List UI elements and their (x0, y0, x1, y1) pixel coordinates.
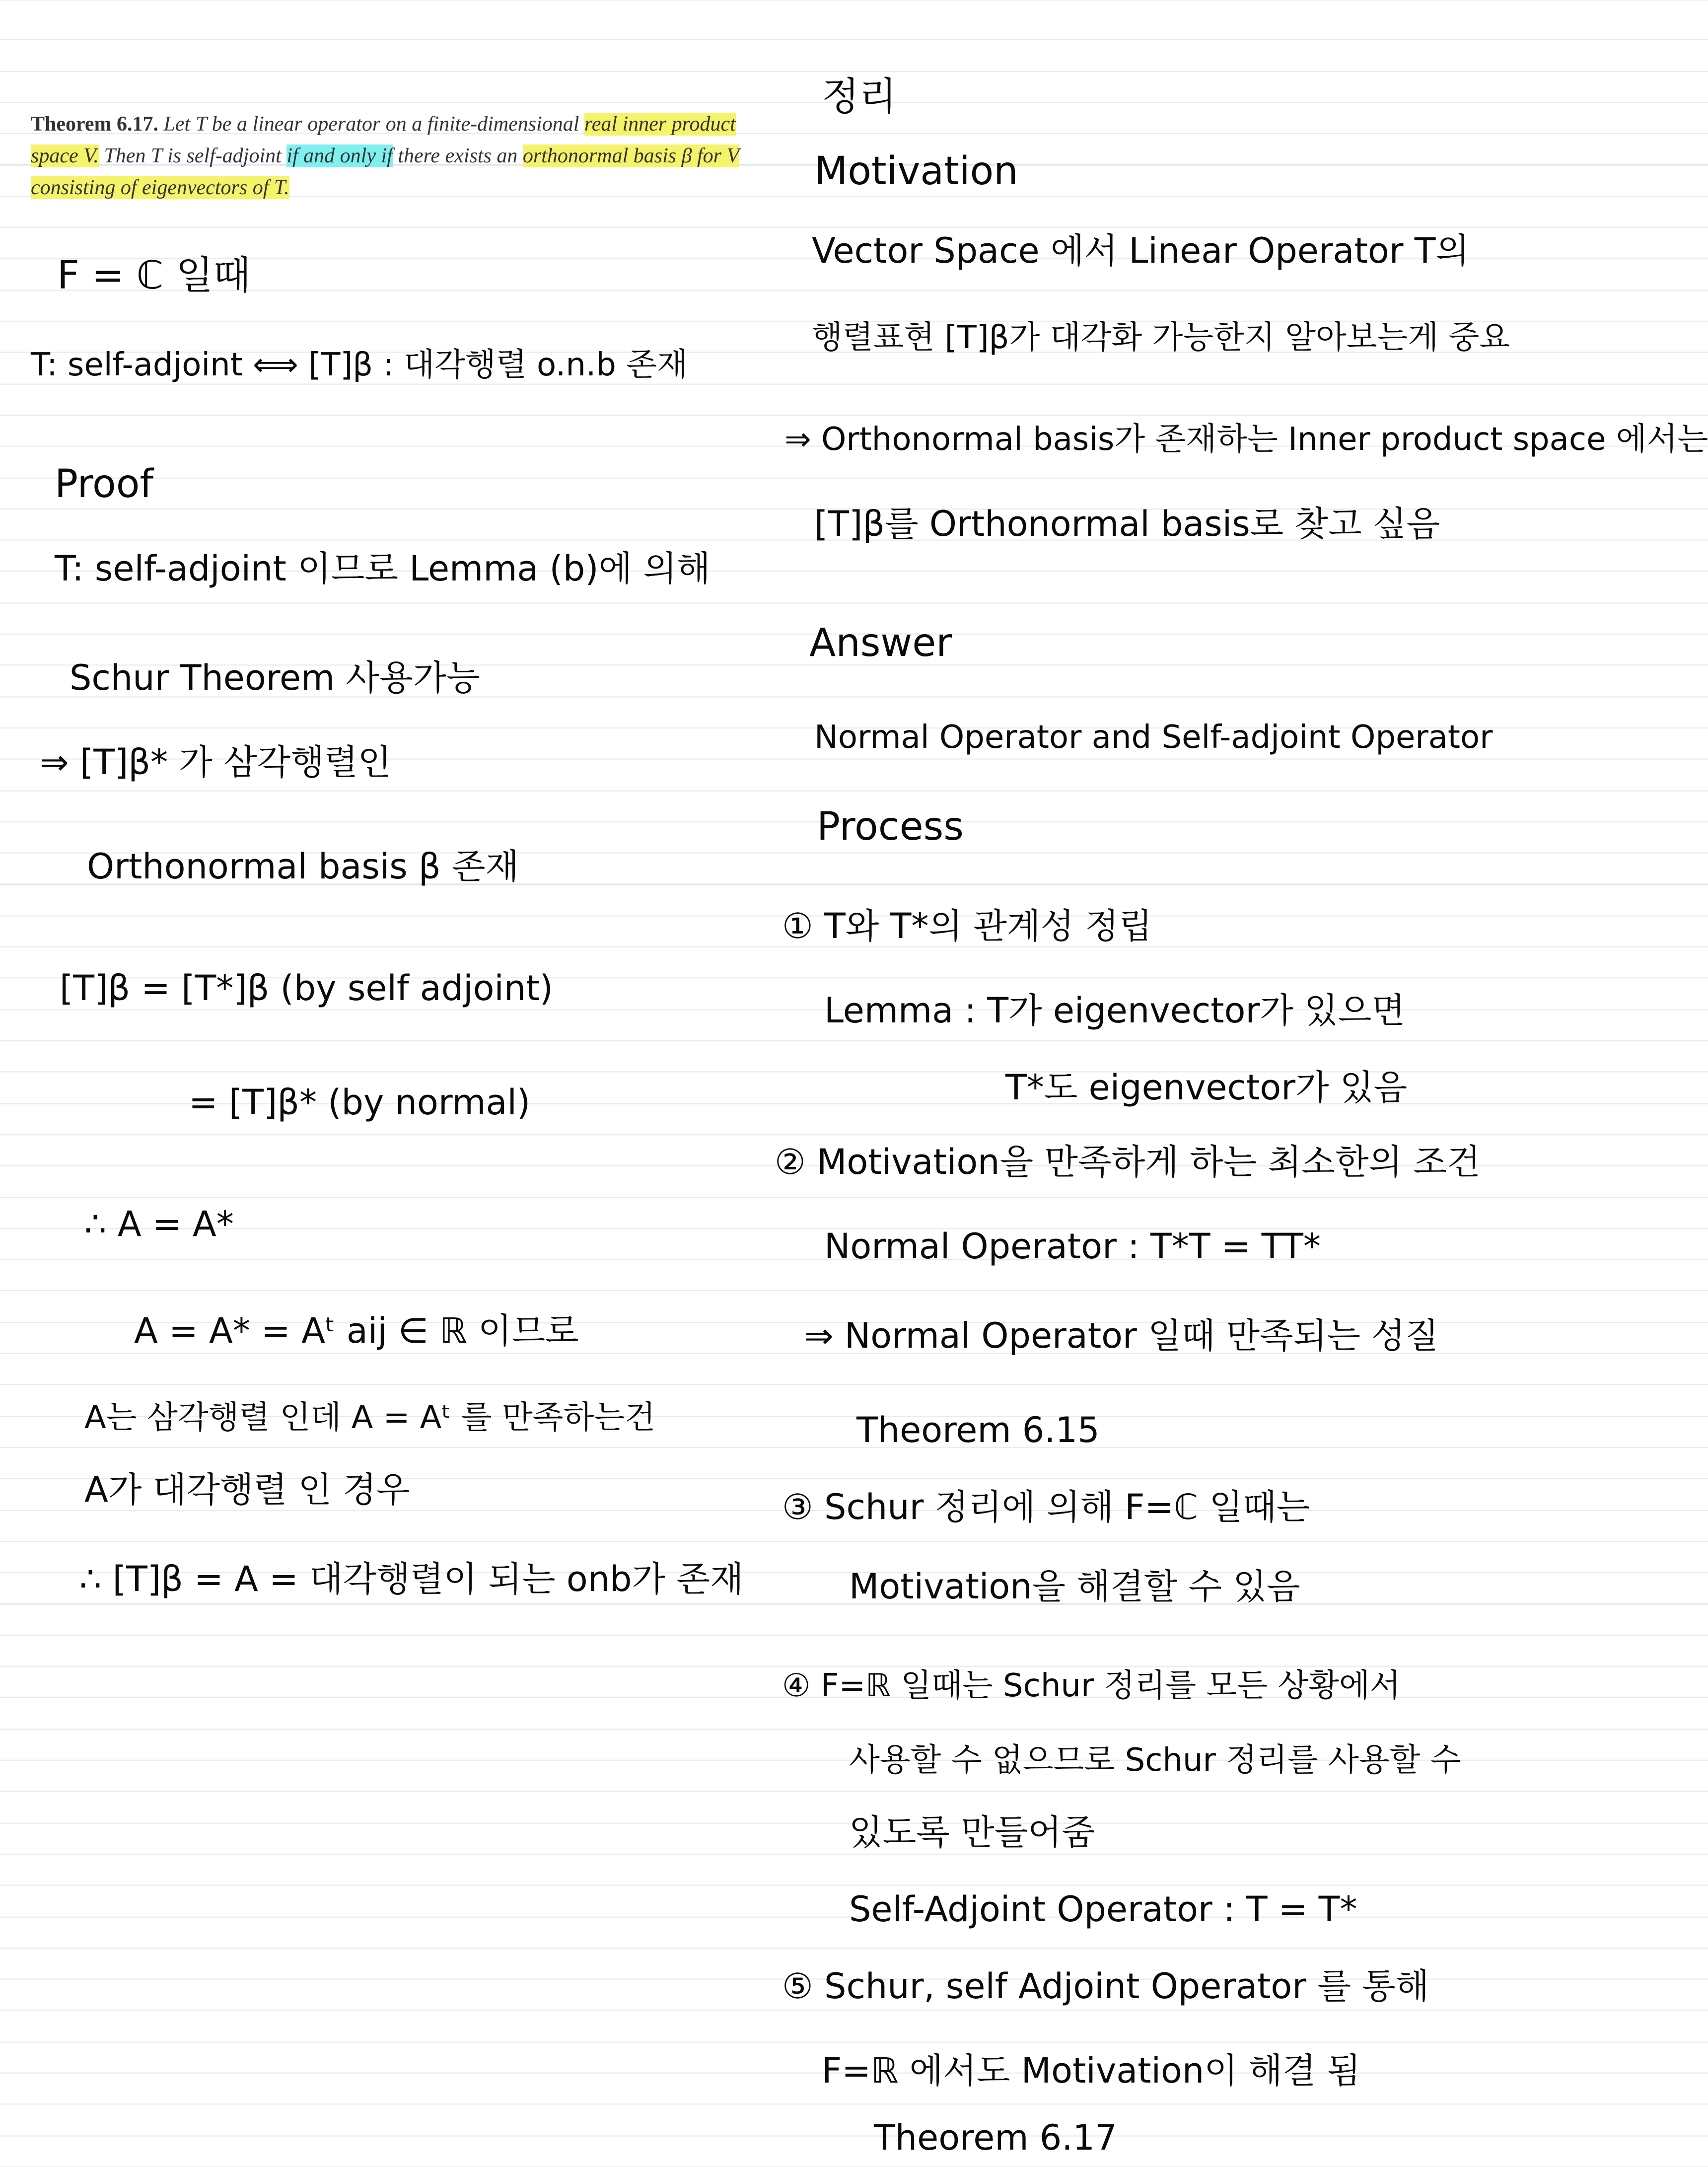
theorem-highlight-iff: if and only if (286, 144, 393, 167)
summary-heading: 정리 (822, 74, 897, 119)
right-note-line: [T]β를 Orthonormal basis로 찾고 싶음 (814, 504, 1440, 544)
theorem-heading: Theorem 6.17. (31, 113, 159, 136)
process-step: ③ Schur 정리에 의해 F=ℂ 일때는 (782, 1487, 1310, 1527)
left-note-line: A는 삼각행렬 인데 A = Aᵗ 를 만족하는건 (84, 1399, 655, 1436)
process-step: ① T와 T*의 관계성 정립 (782, 906, 1152, 946)
right-note-line: ⇒ Orthonormal basis가 존재하는 Inner product space 에서는 (784, 421, 1708, 458)
theorem-text-1: Let T be a linear operator on a finite-dimensional (163, 113, 579, 136)
proof-heading: Proof (55, 462, 153, 506)
right-note-line: Vector Space 에서 Linear Operator T의 (812, 230, 1470, 271)
theorem-highlight-2: orthonormal basis β for V consisting of eigenvectors of T. (31, 144, 740, 199)
left-note-line: Orthonormal basis β 존재 (87, 846, 519, 887)
left-note-line: ⇒ [T]β* 가 삼각행렬인 (40, 742, 392, 783)
theorem-text-2: Then T is self-adjoint (104, 144, 282, 167)
left-note-line: T: self-adjoint ⟺ [T]β : 대각행렬 o.n.b 존재 (31, 347, 688, 383)
process-step: ④ F=ℝ 일때는 Schur 정리를 모든 상황에서 (782, 1667, 1401, 1704)
answer-heading: Answer (809, 621, 952, 665)
left-note-line: = [T]β* (by normal) (189, 1082, 531, 1123)
left-note-line: F = ℂ 일때 (57, 253, 251, 298)
right-note-line: Theorem 6.15 (856, 1410, 1100, 1450)
right-note-line: Lemma : T가 eigenvector가 있으면 (824, 990, 1405, 1031)
right-note-line: 있도록 만들어줌 (849, 1812, 1095, 1853)
left-note-line: [T]β = [T*]β (by self adjoint) (60, 968, 553, 1009)
left-note-line: ∴ A = A* (84, 1204, 234, 1244)
right-note-line: ⇒ Normal Operator 일때 만족되는 성질 (804, 1315, 1439, 1356)
process-step: ② Motivation을 만족하게 하는 최소한의 조건 (775, 1142, 1481, 1182)
left-note-line: A가 대각행렬 인 경우 (84, 1469, 410, 1510)
theorem-text-3: there exists an (398, 144, 518, 167)
right-column (775, 0, 1708, 2167)
left-note-line: A = A* = Aᵗ aij ∈ ℝ 이므로 (134, 1310, 579, 1351)
right-note-line: 사용할 수 없으므로 Schur 정리를 사용할 수 (849, 1742, 1461, 1779)
left-note-line: T: self-adjoint 이므로 Lemma (b)에 의해 (55, 548, 711, 589)
left-note-line: ∴ [T]β = A = 대각행렬이 되는 onb가 존재 (79, 1559, 744, 1599)
right-note-line: 행렬표현 [T]β가 대각화 가능한지 알아보는게 중요 (812, 319, 1510, 356)
theorem-highlight-1: real inner product space V. (31, 113, 736, 167)
motivation-heading: Motivation (814, 149, 1018, 194)
right-note-line: Normal Operator : T*T = TT* (824, 1226, 1321, 1267)
theorem-box (31, 108, 771, 204)
right-note-line: Motivation을 해결할 수 있음 (849, 1566, 1300, 1607)
process-heading: Process (817, 804, 964, 849)
left-column (0, 0, 775, 2167)
right-note-line: F=ℝ 에서도 Motivation이 해결 됨 (822, 2050, 1361, 2091)
right-note-line: Theorem 6.17 (874, 2117, 1117, 2158)
process-step: ⑤ Schur, self Adjoint Operator 를 통해 (782, 1966, 1429, 2007)
right-note-line: T*도 eigenvector가 있음 (1005, 1067, 1408, 1108)
right-note-line: Self-Adjoint Operator : T = T* (849, 1889, 1357, 1930)
right-note-line: Normal Operator and Self-adjoint Operator (814, 719, 1493, 756)
left-note-line: Schur Theorem 사용가능 (70, 657, 480, 698)
